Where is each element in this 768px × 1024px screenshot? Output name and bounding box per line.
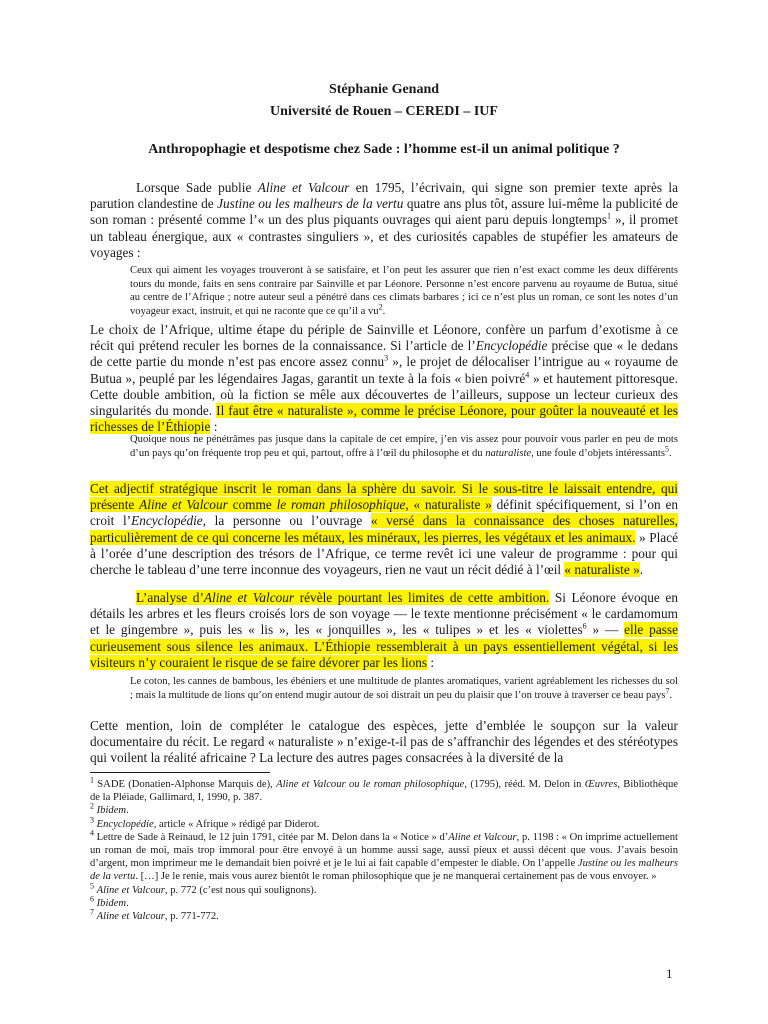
- footnote-4: $^4$ Lettre de Sade à Reinaud, le 12 juin 1791, citée par M. Delon dans la « Notice » d’Aline et Valcour, p. 1198 : « On imprime actuellement un roman de moi, mais trop immoral pour être envoyé à un homme aussi sage, aussi pieux et aussi décent que vous. J’avais besoin d’argent, mon imprimeur me le demandait bien poivré et je le lui ai fait capable d’empester le diable. On l’appelle Justine ou les malheurs de la vertu. […] Je le renie, mais vous aurez bientôt le roman philosophique que je ne manquerai certainement pas de vous envoyer. »: [90, 828, 678, 883]
- paragraph-5: Cette mention, loin de compléter le catalogue des espèces, jette d’emblée le soupçon sur la valeur documentaire du récit. Le regard « naturaliste » n’exige-t-il pas de s’affranchir des légendes et des stéréotypes qui voilent la réalité africaine ? La lecture des autres pages consacrées à la diversité de la: [90, 718, 678, 766]
- footnote-ref: 3: [384, 353, 389, 363]
- footnote-ref: 5: [665, 444, 669, 454]
- footnote-ref: 1: [607, 211, 612, 221]
- block-quote-3: Le coton, les cannes de bambous, les ébéniers et une multitude de plantes aromatiques, varient agréablement les richesses du sol ; mais la multitude de lions qu’on entend mugir autour de soi distrait un peu du plaisir que l’on trouve à traverser ce beau pays$^7$.: [130, 676, 678, 701]
- highlighted-text: elle passe curieusement sous silence les animaux. L’Éthiopie ressemblerait à un pays essentiellement végétal, si les visiteurs n’y couraient le risque de se faire dévorer par les lions: [90, 622, 678, 670]
- highlighted-text: L’analyse d’: [136, 590, 204, 605]
- highlighted-text: Cet adjectif stratégique inscrit le roman dans la sphère du savoir. Si le sous-titre le laissait entendre, qui présente: [90, 481, 678, 513]
- footnote-5: $^5$ Aline et Valcour, p. 772 (c’est nous qui soulignons).: [90, 881, 317, 896]
- footnote-ref: 2: [378, 302, 383, 312]
- footnote-3: $^3$ Encyclopédie, article « Afrique » rédigé par Diderot.: [90, 815, 320, 830]
- paragraph-3: Cet adjectif stratégique inscrit le roman dans la sphère du savoir. Si le sous-titre le laissait entendre, qui présente Aline et Valcour comme le roman philosophique, « naturaliste » définit spécifiquement, si l’on en croit l’Encyclopédie, la personne ou l’ouvrage « versé dans la connaissance des choses naturelles, particulièrement de ce qui concerne les métaux, les minéraux, les pierres, les végétaux et les animaux. » Placé à l’orée d’une description des trésors de l’Afrique, ce terme revêt ici une valeur de programme : pour qui cherche le tableau d’une terre inconnue des voyageurs, rien ne vaut un récit dédié à l’œil « naturaliste ».: [90, 481, 679, 578]
- block-quote-1: Ceux qui aiment les voyages trouveront à se satisfaire, et l’on peut les assurer que rien n’est exact comme les deux différents tours du monde, faits en sens contraire par Sainville et par Léonore. Personne n’est encore parvenu au royaume de Butua, situé au centre de l’Afrique ; notre auteur seul a pénétré dans ces climats barbares ; ici ce n’est plus un roman, ce sont les notes d’un voyageur exact, instruit, et qui ne raconte que ce qu’il a $vu^2$.: [130, 265, 678, 317]
- highlighted-text: Il faut être « naturaliste », comme le précise Léonore, pour goûter la nouveauté et les richesses de l’Éthiopie: [90, 403, 678, 435]
- footnote-7: $^7$ Aline et Valcour, p. 771-772.: [90, 907, 219, 923]
- paragraph-1: Lorsque Sade publie Aline et Valcour en 1795, l’écrivain, qui signe son premier texte après la parution clandestine de Justine ou les malheurs de la vertu quatre ans plus tôt, assure lui-même la publicité de son roman : présenté comme l’« un des plus piquants ouvrages qui aient paru depuis longtemps$^1$ », il promet un tableau énergique, aux « contrastes singuliers », et des curiosités capables de stupéfier les amateurs de voyages :: [90, 180, 679, 260]
- footnotes: [90, 775, 678, 923]
- page-number: 1: [666, 966, 673, 981]
- author-name: Stéphanie Genand: [328, 82, 440, 97]
- footnote-1: $^1$ SADE (Donatien-Alphonse Marquis de), Aline et Valcour ou le roman philosophique, (1795), rééd. M. Delon in Œuvres, Bibliothèque de la Pléiade, Gallimard, I, 1990, p. 387.: [90, 775, 678, 804]
- footnote-ref: 4: [525, 370, 530, 380]
- highlighted-text: « versé dans la connaissance des choses naturelles, particulièrement de ce qui concerne les métaux, les minéraux, les pierres, les végétaux et les animaux.: [90, 513, 678, 545]
- footnote-2: $^2$ Ibidem.: [90, 801, 129, 817]
- footnote-ref: 6: [582, 621, 587, 631]
- affiliation: Université de Rouen – CEREDI – IUF: [270, 104, 498, 119]
- block-quote-2: Quoique nous ne pénétrâmes pas jusque dans la capitale de cet empire, j’en vis assez pour pouvoir vous parler en peu de mots d’un pays qu’on fréquente trop peu et qui, partout, offre à l’œil du philosophe et du naturaliste, une foule d’objets intéressants$^5$.: [130, 434, 678, 459]
- footnote-6: $^6$ Ibidem.: [90, 894, 129, 909]
- footnote-ref: 7: [665, 686, 670, 696]
- highlighted-text: « naturaliste »: [564, 562, 640, 578]
- article-title: Anthropophagie et despotisme chez Sade : l’homme est-il un animal politique ?: [148, 142, 620, 157]
- paragraph-4: L’analyse d’Aline et Valcour révèle pourtant les limites de cette ambition. Si Léonore évoque en détails les arbres et les fleurs croisés lors de son voyage — le texte mentionne précisément « le cardamomum et le gingembre », puis les « lis », les « jonquilles », les « tulipes » et les « violettes$^6$ » — elle passe curieusement sous silence les animaux. L’Éthiopie ressemblerait à un pays essentiellement végétal, si les visiteurs n’y couraient le risque de se faire dévorer par les lions :: [90, 590, 678, 670]
- footnote-separator: [90, 772, 270, 773]
- paragraph-2: Le choix de l’Afrique, ultime étape du périple de Sainville et Léonore, confère un parfum d’exotisme à ce récit qui prétend reculer les bornes de la connaissance. Si l’article de l’Encyclopédie précise que « le dedans de cette partie du monde n’est pas encore assez connu$^3$ », le projet de délocaliser l’intrigue au « royaume de Butua », peuplé par les légendaires Jagas, garantit un texte à la fois « bien poivré$^4$ » et hautement pittoresque. Cette double ambition, où la fiction se mêle aux découvertes de l’ailleurs, suppose un lecteur curieux des singularités du monde. Il faut être « naturaliste », comme le précise Léonore, pour goûter la nouveauté et les richesses de l’Éthiopie :: [90, 322, 679, 435]
